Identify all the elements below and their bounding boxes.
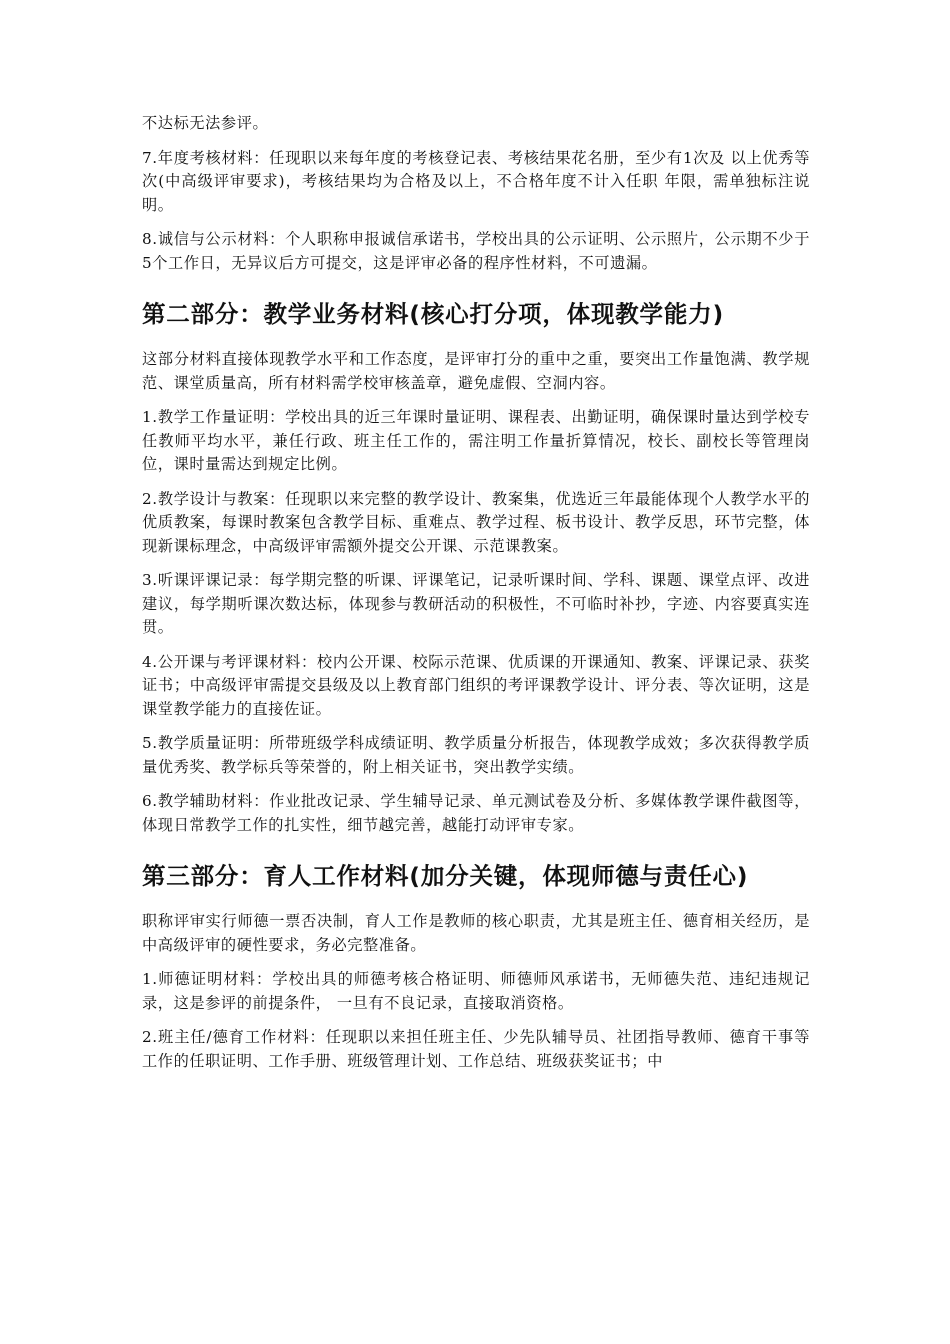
- list-item: 1.教学工作量证明：学校出具的近三年课时量证明、课程表、出勤证明，确保课时量达到学校专任教师平均水平，兼任行政、班主任工作的，需注明工作量折算情况，校长、副校长等管理岗位，课时量需达到规定比例。: [142, 408, 810, 473]
- list-item: 5.教学质量证明：所带班级学科成绩证明、教学质量分析报告，体现教学成效；多次获得教学质量优秀奖、教学标兵等荣誉的，附上相关证书，突出教学实绩。: [142, 734, 810, 776]
- list-item: 2.班主任/德育工作材料：任现职以来担任班主任、少先队辅导员、社团指导教师、德育干事等工作的任职证明、工作手册、班级管理计划、工作总结、班级获奖证书；中: [142, 1028, 810, 1070]
- section-heading: 第三部分：育人工作材料(加分关键，体现师德与责任心): [142, 862, 749, 890]
- section-intro: 职称评审实行师德一票否决制，育人工作是教师的核心职责，尤其是班主任、德育相关经历，是中高级评审的硬性要求，务必完整准备。: [142, 912, 810, 954]
- list-item: 6.教学辅助材料：作业批改记录、学生辅导记录、单元测试卷及分析、多媒体教学课件截图等，体现日常教学工作的扎实性，细节越完善，越能打动评审专家。: [142, 792, 810, 834]
- list-item: 8.诚信与公示材料：个人职称申报诚信承诺书，学校出具的公示证明、公示照片，公示期不少于5个工作日，无异议后方可提交，这是评审必备的程序性材料，不可遗漏。: [142, 230, 810, 272]
- list-item: 1.师德证明材料：学校出具的师德考核合格证明、师德师风承诺书，无师德失范、违纪违规记录，这是参评的前提条件， 一旦有不良记录，直接取消资格。: [142, 970, 810, 1012]
- section-intro: 这部分材料直接体现教学水平和工作态度，是评审打分的重中之重，要突出工作量饱满、教学规范、课堂质量高，所有材料需学校审核盖章，避免虚假、空洞内容。: [142, 350, 810, 392]
- list-item: 7.年度考核材料：任现职以来每年度的考核登记表、考核结果花名册，至少有1次及 以上优秀等次(中高级评审要求)，考核结果均为合格及以上，不合格年度不计入任职 年限，需单独标注说明。: [142, 148, 810, 214]
- list-item: 3.听课评课记录：每学期完整的听课、评课笔记，记录听课时间、学科、课题、课堂点评、改进建议，每学期听课次数达标，体现参与教研活动的积极性，不可临时补抄，字迹、内容要真实连贯。: [142, 571, 810, 636]
- paragraph-fragment: 不达标无法参评。: [142, 114, 269, 132]
- list-item: 2.教学设计与教案：任现职以来完整的教学设计、教案集，优选近三年最能体现个人教学水平的优质教案，每课时教案包含教学目标、重难点、教学过程、板书设计、教学反思，环节完整，体现新课标理念，中高级评审需额外提交公开课、示范课教案。: [142, 489, 810, 555]
- section-heading: 第二部分：教学业务材料(核心打分项，体现教学能力): [142, 300, 724, 328]
- list-item: 4.公开课与考评课材料：校内公开课、校际示范课、优质课的开课通知、教案、评课记录、获奖证书；中高级评审需提交县级及以上教育部门组织的考评课教学设计、评分表、等次证明，这是课堂教学能力的直接佐证。: [142, 652, 810, 718]
- document-page: [142, 112, 810, 1084]
